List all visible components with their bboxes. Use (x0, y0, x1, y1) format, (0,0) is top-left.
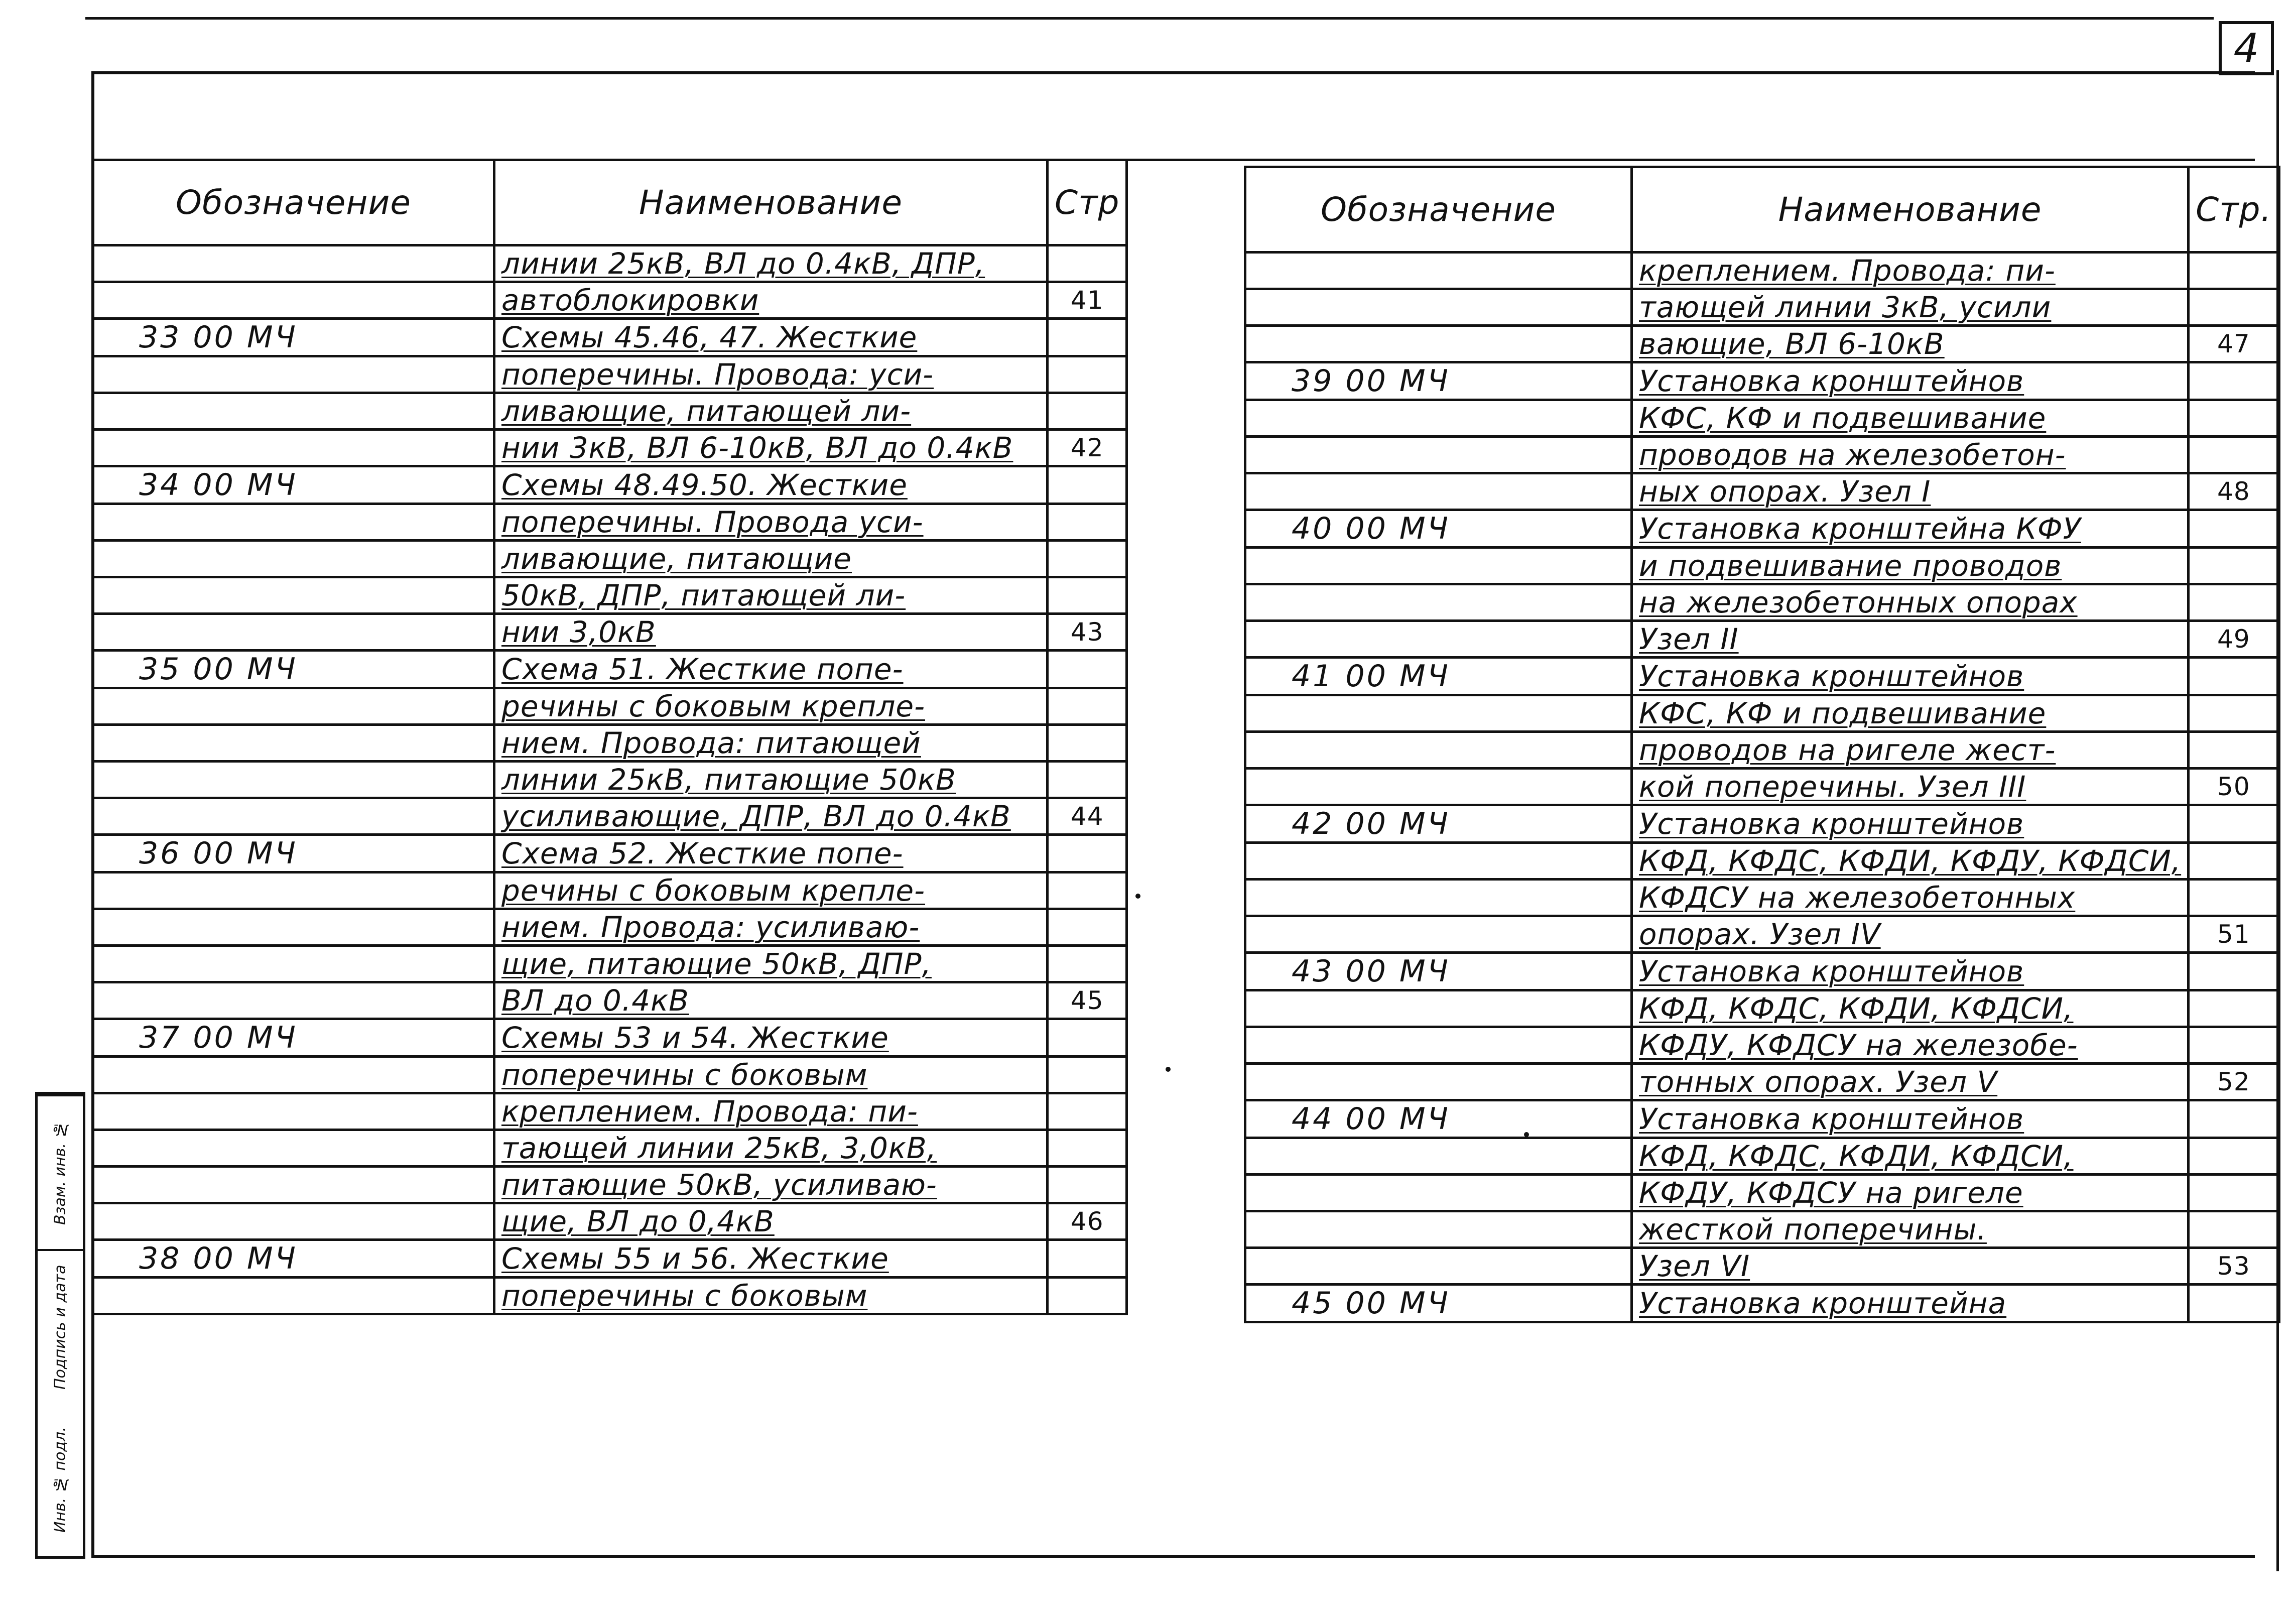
name-cell: ливающие, питающей ли- (494, 393, 1048, 430)
right-table-body (1245, 253, 2279, 1322)
name-cell: Схема 51. Жесткие попе- (494, 651, 1048, 688)
name-cell: автоблокировки (494, 282, 1048, 319)
name-cell: жесткой поперечины. (1632, 1211, 2189, 1248)
table-row (1245, 843, 2279, 880)
designation-cell (1245, 326, 1632, 362)
name-cell: проводов на ригеле жест- (1632, 732, 2189, 769)
table-row (1245, 584, 2279, 621)
stamp-field: Инв. № подл. (51, 1427, 69, 1533)
name-cell: Узел VI (1632, 1248, 2189, 1285)
name-cell: Схемы 48.49.50. Жесткие (494, 466, 1048, 504)
table-row (1245, 1211, 2279, 1248)
name-cell: поперечины с боковым (494, 1278, 1048, 1314)
name-cell: проводов на железобетон- (1632, 437, 2189, 473)
designation-cell: 45 00 МЧ (1245, 1285, 1632, 1322)
name-cell: нием. Провода: питающей (494, 725, 1048, 762)
designation-cell (1245, 916, 1632, 953)
table-row (1245, 1175, 2279, 1211)
name-cell: тонных опорах. Узел V (1632, 1064, 2189, 1100)
name-cell: речины с боковым крепле- (494, 688, 1048, 725)
page-cell (2189, 1100, 2279, 1138)
table-row (1245, 510, 2279, 548)
table-row (1245, 769, 2279, 805)
top-rule (85, 17, 2214, 20)
designation-cell (93, 725, 494, 762)
designation-cell (1245, 1211, 1632, 1248)
designation-cell (1245, 695, 1632, 732)
left-table-body (93, 245, 1127, 1314)
table-row (1245, 1285, 2279, 1322)
page-cell (1048, 909, 1127, 946)
table-row (1245, 400, 2279, 437)
designation-cell (93, 688, 494, 725)
page-cell (2189, 362, 2279, 400)
page-cell (2189, 990, 2279, 1027)
name-cell: КФДУ, КФДСУ на железобе- (1632, 1027, 2189, 1064)
table-row (1245, 658, 2279, 695)
page-cell (1048, 577, 1127, 614)
designation-cell: 40 00 МЧ (1245, 510, 1632, 548)
scan-speck (1166, 1067, 1171, 1072)
table-row (1245, 253, 2279, 289)
table-row (1245, 621, 2279, 658)
designation-cell (1245, 473, 1632, 510)
name-cell: кой поперечины. Узел III (1632, 769, 2189, 805)
page-cell (2189, 695, 2279, 732)
page-cell (2189, 510, 2279, 548)
table-row (93, 1057, 1127, 1093)
name-cell: речины с боковым крепле- (494, 872, 1048, 909)
name-cell: поперечины. Провода уси- (494, 504, 1048, 541)
page-cell (1048, 319, 1127, 356)
name-cell: вающие, ВЛ 6-10кВ (1632, 326, 2189, 362)
name-cell: линии 25кВ, ВЛ до 0.4кВ, ДПР, (494, 245, 1048, 282)
page-cell: 47 (2189, 326, 2279, 362)
page-cell (1048, 466, 1127, 504)
designation-cell (1245, 880, 1632, 916)
name-cell: КФД, КФДС, КФДИ, КФДСИ, (1632, 990, 2189, 1027)
table-row (93, 1240, 1127, 1278)
table-header-row (93, 160, 1127, 245)
designation-cell (1245, 437, 1632, 473)
page-number: 4 (2219, 21, 2274, 75)
table-row (1245, 916, 2279, 953)
designation-cell (1245, 1138, 1632, 1175)
designation-cell: 42 00 МЧ (1245, 805, 1632, 843)
designation-cell (93, 1203, 494, 1240)
table-row (1245, 1027, 2279, 1064)
page-cell (2189, 953, 2279, 990)
table-row (93, 1019, 1127, 1057)
name-cell: креплением. Провода: пи- (494, 1093, 1048, 1130)
page-cell (1048, 688, 1127, 725)
table-row (93, 1203, 1127, 1240)
designation-cell (93, 245, 494, 282)
page-cell (1048, 504, 1127, 541)
table-row (93, 577, 1127, 614)
name-cell: КФДУ, КФДСУ на ригеле (1632, 1175, 2189, 1211)
designation-cell: 33 00 МЧ (93, 319, 494, 356)
right-register-table (1244, 166, 2280, 1323)
designation-cell (1245, 732, 1632, 769)
stamp-field: Взам. инв. № (38, 1094, 83, 1249)
table-row (93, 688, 1127, 725)
table-row (93, 946, 1127, 982)
designation-cell (1245, 769, 1632, 805)
table-row (93, 1093, 1127, 1130)
name-cell: усиливающие, ДПР, ВЛ до 0.4кВ (494, 798, 1048, 835)
table-row (1245, 953, 2279, 990)
scan-speck (1524, 1132, 1529, 1137)
designation-cell (93, 982, 494, 1019)
page-cell (2189, 1138, 2279, 1175)
table-row (93, 982, 1127, 1019)
name-cell: опорах. Узел IV (1632, 916, 2189, 953)
page-cell (1048, 1278, 1127, 1314)
page-cell (2189, 1285, 2279, 1322)
page-cell (1048, 762, 1127, 798)
name-cell: нии 3кВ, ВЛ 6-10кВ, ВЛ до 0.4кВ (494, 430, 1048, 466)
scan-speck (1135, 894, 1140, 899)
designation-cell (93, 946, 494, 982)
page-cell (1048, 651, 1127, 688)
designation-cell: 36 00 МЧ (93, 835, 494, 872)
designation-cell (93, 872, 494, 909)
page-cell: 41 (1048, 282, 1127, 319)
table-row (1245, 695, 2279, 732)
name-cell: Установка кронштейна (1632, 1285, 2189, 1322)
name-cell: щие, питающие 50кВ, ДПР, (494, 946, 1048, 982)
page-cell: 50 (2189, 769, 2279, 805)
page-cell (2189, 1175, 2279, 1211)
table-row (93, 541, 1127, 577)
page-cell (2189, 805, 2279, 843)
page-cell (1048, 946, 1127, 982)
designation-cell (1245, 253, 1632, 289)
page-cell (1048, 872, 1127, 909)
name-cell: Схемы 55 и 56. Жесткие (494, 1240, 1048, 1278)
designation-cell (93, 798, 494, 835)
name-cell: КФС, КФ и подвешивание (1632, 695, 2189, 732)
page-cell (2189, 584, 2279, 621)
page-cell (1048, 1057, 1127, 1093)
table-row (93, 1278, 1127, 1314)
page-cell (1048, 1240, 1127, 1278)
name-cell: Узел II (1632, 621, 2189, 658)
name-cell: Схема 52. Жесткие попе- (494, 835, 1048, 872)
table-row (1245, 548, 2279, 584)
designation-cell (93, 430, 494, 466)
page-cell: 45 (1048, 982, 1127, 1019)
page-cell: 42 (1048, 430, 1127, 466)
page-cell (1048, 725, 1127, 762)
table-row (93, 651, 1127, 688)
designation-cell: 37 00 МЧ (93, 1019, 494, 1057)
name-cell: ных опорах. Узел I (1632, 473, 2189, 510)
designation-cell (1245, 990, 1632, 1027)
designation-cell (93, 541, 494, 577)
designation-cell: 41 00 МЧ (1245, 658, 1632, 695)
name-cell: Установка кронштейнов (1632, 1100, 2189, 1138)
page-cell: 46 (1048, 1203, 1127, 1240)
table-row (1245, 289, 2279, 326)
page-cell (2189, 437, 2279, 473)
col-name: Наименование (494, 160, 1048, 245)
table-row (93, 466, 1127, 504)
table-row (1245, 326, 2279, 362)
page-cell (1048, 1167, 1127, 1203)
table-row (93, 798, 1127, 835)
table-row (93, 245, 1127, 282)
designation-cell (93, 1130, 494, 1167)
table-row (1245, 1064, 2279, 1100)
page-cell (1048, 356, 1127, 393)
page-cell (2189, 843, 2279, 880)
page-cell (2189, 1027, 2279, 1064)
page-cell (2189, 289, 2279, 326)
table-row (1245, 805, 2279, 843)
name-cell: Схемы 53 и 54. Жесткие (494, 1019, 1048, 1057)
designation-cell (93, 504, 494, 541)
table-row (1245, 990, 2279, 1027)
name-cell: питающие 50кВ, усиливаю- (494, 1167, 1048, 1203)
designation-cell (1245, 400, 1632, 437)
designation-cell: 39 00 МЧ (1245, 362, 1632, 400)
designation-cell (1245, 548, 1632, 584)
name-cell: поперечины с боковым (494, 1057, 1048, 1093)
page-cell (1048, 1130, 1127, 1167)
page-cell: 43 (1048, 614, 1127, 651)
designation-cell (1245, 1027, 1632, 1064)
table-row (93, 393, 1127, 430)
page-cell (1048, 541, 1127, 577)
designation-cell (93, 762, 494, 798)
page-cell (2189, 1211, 2279, 1248)
frame-bottom-rule (91, 1555, 2255, 1558)
page-cell: 48 (2189, 473, 2279, 510)
table-row (93, 909, 1127, 946)
designation-cell (93, 393, 494, 430)
page-cell (1048, 393, 1127, 430)
page-cell (2189, 253, 2279, 289)
page-cell: 52 (2189, 1064, 2279, 1100)
table-row (93, 725, 1127, 762)
designation-cell (93, 282, 494, 319)
name-cell: КФДСУ на железобетонных (1632, 880, 2189, 916)
page-cell (2189, 880, 2279, 916)
col-designation: Обозначение (1245, 167, 1632, 253)
page-cell (2189, 658, 2279, 695)
designation-cell (1245, 584, 1632, 621)
table-row (93, 835, 1127, 872)
designation-cell: 34 00 МЧ (93, 466, 494, 504)
designation-cell (1245, 1175, 1632, 1211)
designation-cell (1245, 1064, 1632, 1100)
designation-cell (93, 1057, 494, 1093)
name-cell: Установка кронштейнов (1632, 805, 2189, 843)
table-row (93, 356, 1127, 393)
name-cell: щие, ВЛ до 0,4кВ (494, 1203, 1048, 1240)
page-cell (1048, 1093, 1127, 1130)
col-designation: Обозначение (93, 160, 494, 245)
name-cell: 50кВ, ДПР, питающей ли- (494, 577, 1048, 614)
name-cell: тающей линии 3кВ, усили (1632, 289, 2189, 326)
table-row (1245, 437, 2279, 473)
name-cell: Установка кронштейнов (1632, 658, 2189, 695)
page-cell: 44 (1048, 798, 1127, 835)
name-cell: нием. Провода: усиливаю- (494, 909, 1048, 946)
designation-cell (93, 577, 494, 614)
name-cell: поперечины. Провода: уси- (494, 356, 1048, 393)
page-cell (2189, 400, 2279, 437)
page-cell: 49 (2189, 621, 2279, 658)
table-row (93, 762, 1127, 798)
left-register-table (91, 159, 1128, 1315)
col-name: Наименование (1632, 167, 2189, 253)
designation-cell (93, 1278, 494, 1314)
stamp-field: Подпись и дата (38, 1249, 83, 1404)
name-cell: линии 25кВ, питающие 50кВ (494, 762, 1048, 798)
designation-cell (1245, 843, 1632, 880)
designation-cell (93, 909, 494, 946)
side-stamp (35, 1092, 85, 1559)
name-cell: Установка кронштейнов (1632, 953, 2189, 990)
table-row (1245, 732, 2279, 769)
name-cell: Установка кронштейна КФУ (1632, 510, 2189, 548)
table-row (1245, 880, 2279, 916)
name-cell: КФД, КФДС, КФДИ, КФДУ, КФДСИ, (1632, 843, 2189, 880)
table-row (93, 872, 1127, 909)
table-row (93, 614, 1127, 651)
table-row (1245, 362, 2279, 400)
name-cell: на железобетонных опорах (1632, 584, 2189, 621)
page-cell (2189, 548, 2279, 584)
table-row (1245, 1248, 2279, 1285)
page-cell: 53 (2189, 1248, 2279, 1285)
page-cell (1048, 245, 1127, 282)
table-row (93, 430, 1127, 466)
name-cell: ливающие, питающие (494, 541, 1048, 577)
designation-cell: 38 00 МЧ (93, 1240, 494, 1278)
col-page: Стр (1048, 160, 1127, 245)
table-row (93, 1167, 1127, 1203)
name-cell: КФС, КФ и подвешивание (1632, 400, 2189, 437)
name-cell: ВЛ до 0.4кВ (494, 982, 1048, 1019)
designation-cell (1245, 289, 1632, 326)
designation-cell (1245, 621, 1632, 658)
table-row (93, 1130, 1127, 1167)
table-row (1245, 1138, 2279, 1175)
name-cell: Схемы 45.46, 47. Жесткие (494, 319, 1048, 356)
designation-cell (93, 614, 494, 651)
name-cell: креплением. Провода: пи- (1632, 253, 2189, 289)
table-header-row (1245, 167, 2279, 253)
page-cell (2189, 732, 2279, 769)
designation-cell: 35 00 МЧ (93, 651, 494, 688)
designation-cell: 43 00 МЧ (1245, 953, 1632, 990)
designation-cell: 44 00 МЧ (1245, 1100, 1632, 1138)
col-page: Стр. (2189, 167, 2279, 253)
name-cell: и подвешивание проводов (1632, 548, 2189, 584)
designation-cell (93, 356, 494, 393)
name-cell: КФД, КФДС, КФДИ, КФДСИ, (1632, 1138, 2189, 1175)
page-cell: 51 (2189, 916, 2279, 953)
name-cell: Установка кронштейнов (1632, 362, 2189, 400)
page-cell (1048, 835, 1127, 872)
table-row (1245, 473, 2279, 510)
designation-cell (93, 1167, 494, 1203)
table-row (93, 504, 1127, 541)
table-row (93, 319, 1127, 356)
page-cell (1048, 1019, 1127, 1057)
table-row (1245, 1100, 2279, 1138)
table-row (93, 282, 1127, 319)
name-cell: нии 3,0кВ (494, 614, 1048, 651)
designation-cell (93, 1093, 494, 1130)
name-cell: тающей линии 25кВ, 3,0кВ, (494, 1130, 1048, 1167)
designation-cell (1245, 1248, 1632, 1285)
